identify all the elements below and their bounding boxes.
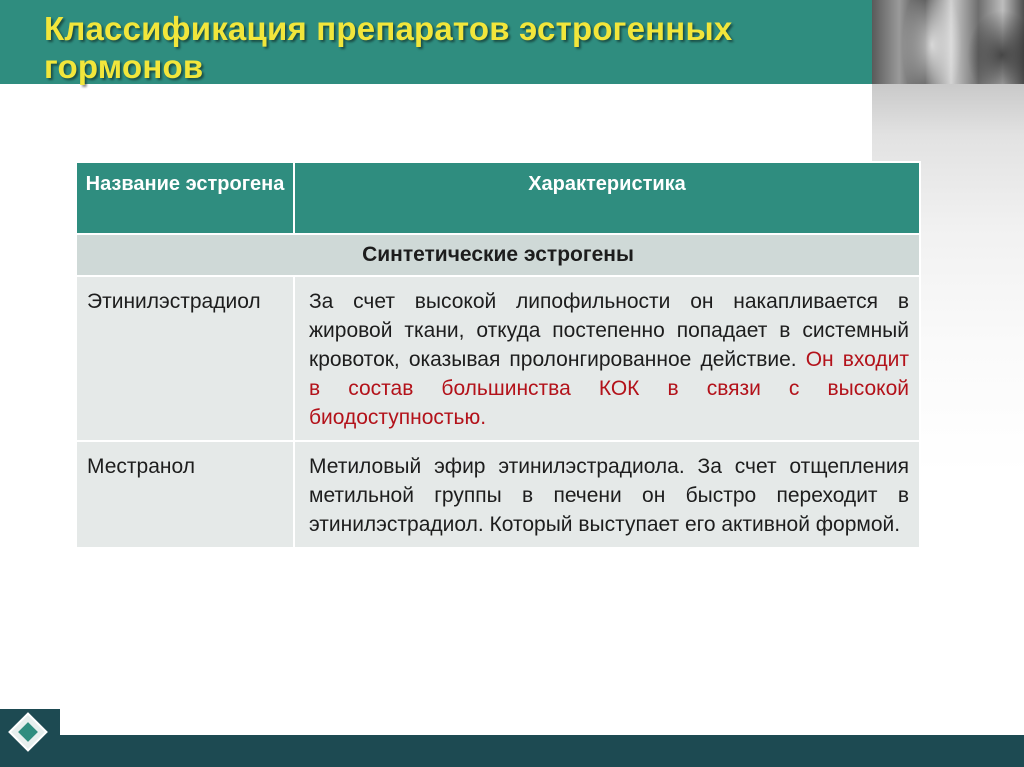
- drug-name: Этинилэстрадиол: [76, 276, 294, 441]
- table-row: [76, 276, 920, 441]
- footer-bar: [0, 735, 1024, 767]
- table-header-row: [76, 162, 920, 234]
- description-text: Метиловый эфир этинилэстрадиола. За счет отщепления метильной группы в печени он быстро переходит в этинилэстрадиол. Который выступает его активной формой.: [309, 455, 909, 536]
- estrogen-table: [75, 161, 921, 549]
- table-row: [76, 441, 920, 548]
- header-characteristic: Характеристика: [294, 162, 920, 234]
- corner-image-shadow: [967, 10, 1024, 84]
- description-text: За счет высокой липофильности он накапливается в жировой ткани, откуда постепенно попадает в системный кровоток, оказывая пролонгированное действие.: [309, 290, 909, 371]
- corner-decorative-image: [872, 0, 1024, 84]
- drug-description: [294, 441, 920, 548]
- slide-title: Классификация препаратов эстрогенных гормонов: [44, 10, 733, 85]
- header-name: Название эстрогена: [76, 162, 294, 234]
- drug-name: Местранол: [76, 441, 294, 548]
- title-bar: [0, 0, 872, 84]
- drug-description: [294, 276, 920, 441]
- section-row: [76, 234, 920, 276]
- section-title: Синтетические эстрогены: [76, 234, 920, 276]
- description-highlight: Он входит в состав большинства КОК в связи с высокой биодоступностью.: [309, 348, 909, 429]
- corner-image-sheen: [902, 0, 962, 84]
